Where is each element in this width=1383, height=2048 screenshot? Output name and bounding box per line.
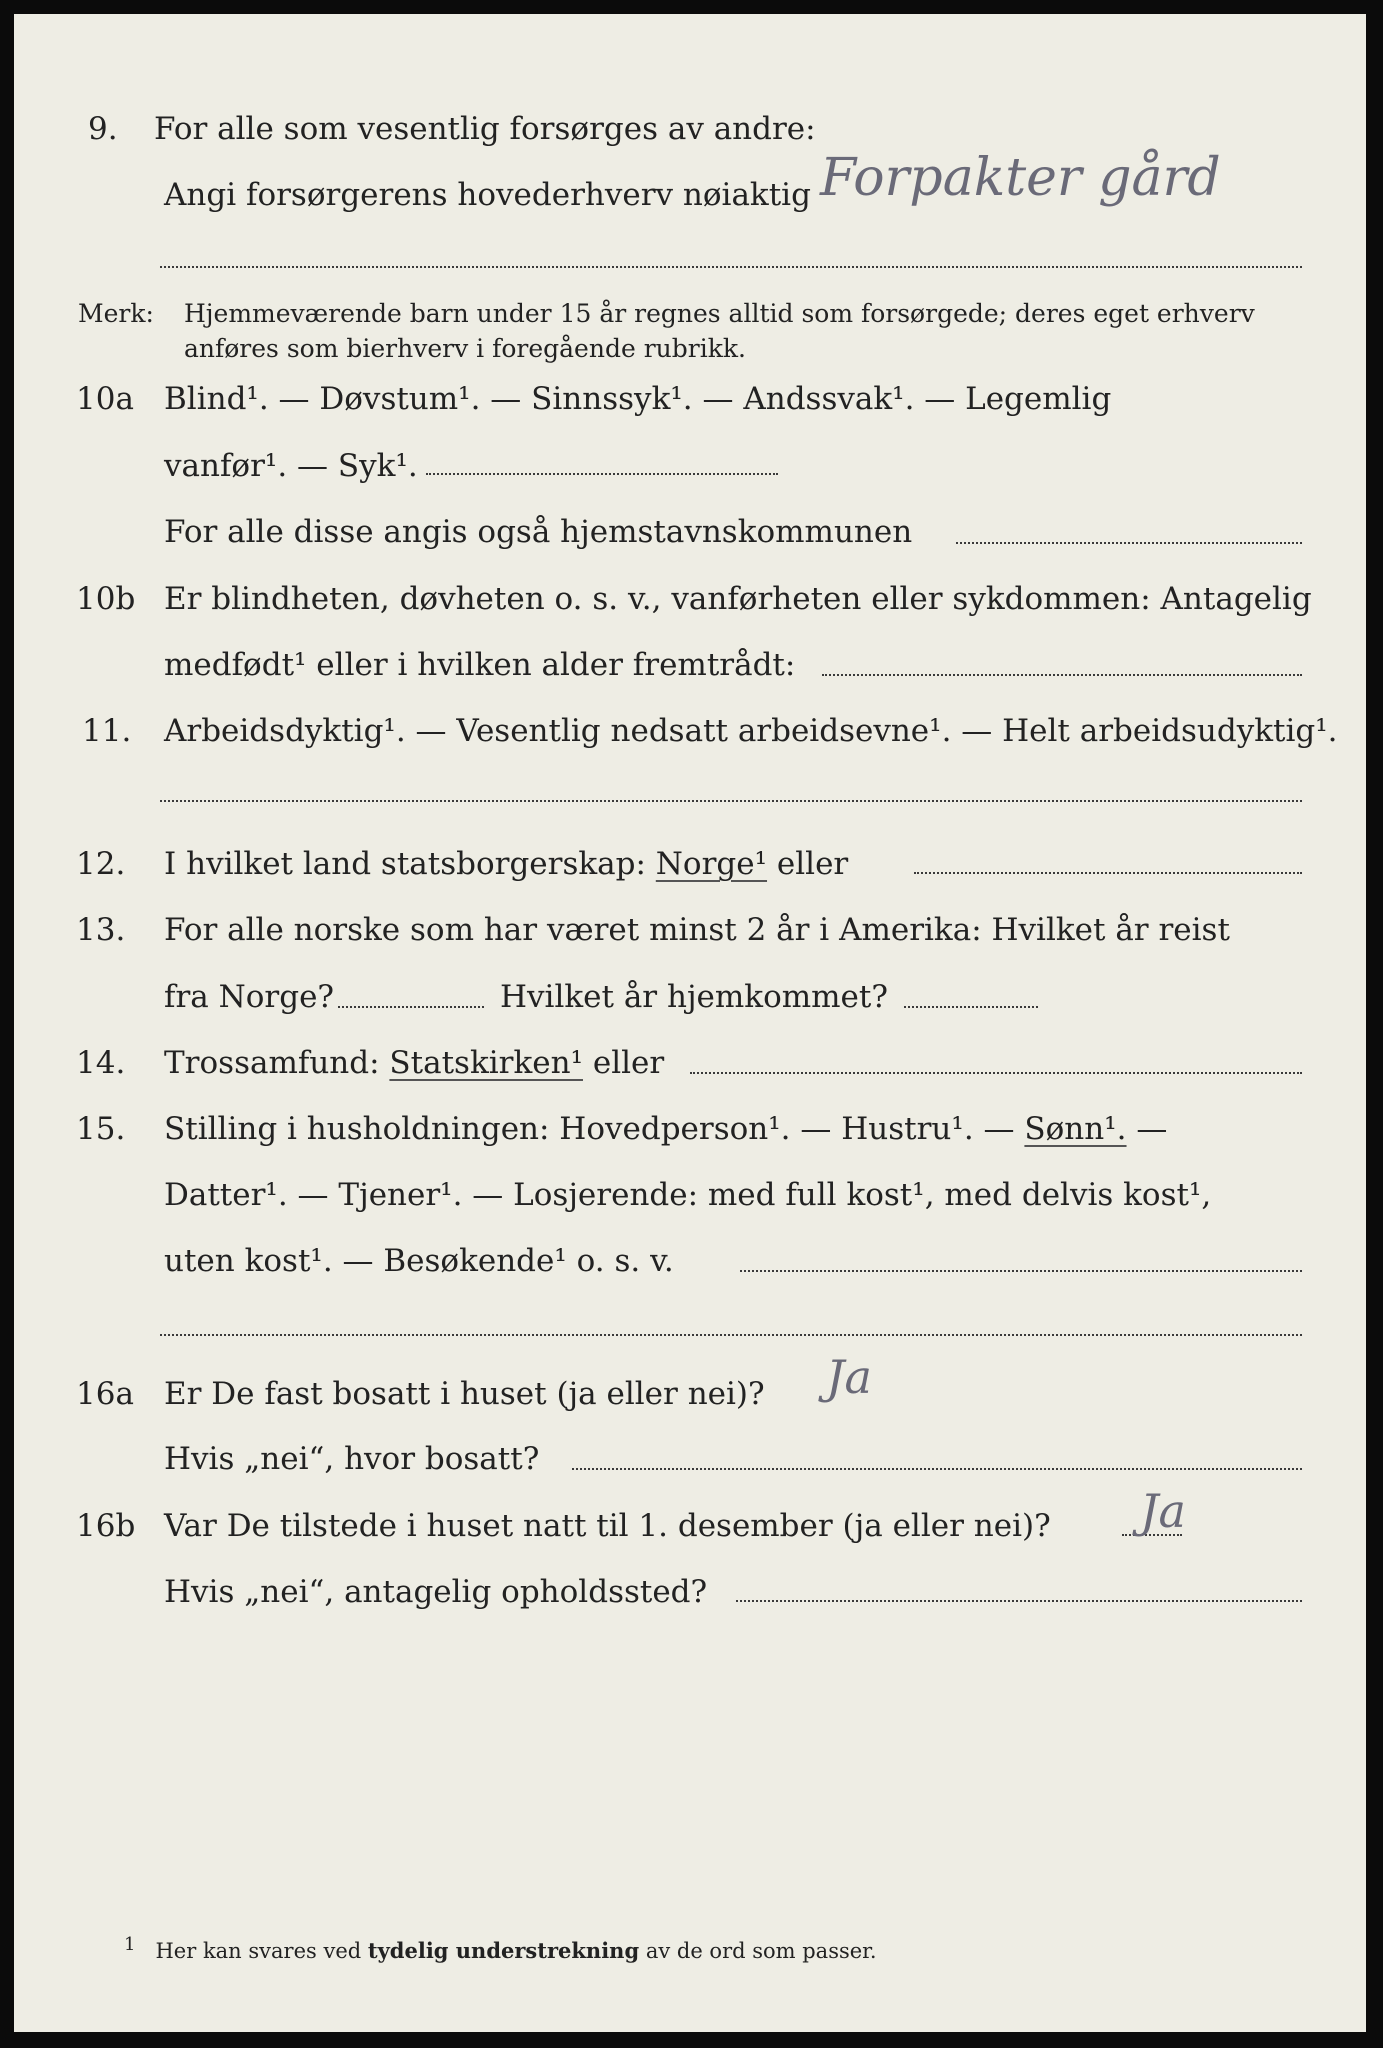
q9-fill-line (160, 266, 1302, 268)
q11-fill-line (160, 800, 1302, 802)
q15-sonn: Sønn¹. (1024, 1111, 1127, 1147)
q16a-fill-line (572, 1468, 1302, 1470)
merk-line2: anføres som bierhverv i foregående rubrikk. (184, 334, 746, 363)
q12-norge: Norge¹ (655, 846, 768, 882)
q10a-line1: Blind¹. — Døvstum¹. — Sinnssyk¹. — Andssvak¹. — Legemlig (164, 381, 1112, 417)
q16a-number: 16a (76, 1376, 134, 1412)
q11-number: 11. (82, 713, 132, 749)
q10a-line2: vanfør¹. — Syk¹. (164, 448, 418, 484)
q9-handwritten-answer: Forpakter gård (820, 148, 1221, 208)
q12-pre: I hvilket land statsborgerskap: (164, 846, 646, 882)
q15-fill-line (740, 1270, 1302, 1272)
q15-line1a: Stilling i husholdningen: Hovedperson¹. — Hustru¹. — (164, 1111, 1015, 1147)
q13-line2b: Hvilket år hjemkommet? (500, 979, 888, 1015)
merk-line1: Hjemmeværende barn under 15 år regnes alltid som forsørgede; deres eget erhverv (184, 299, 1255, 328)
q12-fill-line (914, 872, 1302, 874)
q10b-line1: Er blindheten, døvheten o. s. v., vanførheten eller sykdommen: Antagelig (164, 581, 1312, 617)
q15-number: 15. (76, 1111, 126, 1147)
q13-number: 13. (76, 912, 126, 948)
q15-line1b: — (1136, 1111, 1168, 1147)
q15-line1 (164, 1111, 1168, 1147)
q12-post: eller (776, 846, 849, 882)
q14-post: eller (592, 1045, 665, 1081)
q15-line2: Datter¹. — Tjener¹. — Losjerende: med full kost¹, med delvis kost¹, (164, 1177, 1212, 1213)
q16a-line2: Hvis „nei“, hvor bosatt? (164, 1441, 540, 1477)
footnote-mark: 1 (124, 1934, 136, 1955)
q16b-line2: Hvis „nei“, antagelig opholdssted? (164, 1574, 708, 1610)
q14-number: 14. (76, 1045, 126, 1081)
merk-label: Merk: (78, 299, 154, 328)
q9-number: 9. (88, 111, 118, 147)
footnote-pre: Her kan svares ved (155, 1939, 362, 1963)
q9-line2: Angi forsørgerens hovederhverv nøiaktig (164, 177, 811, 213)
q13-line2a: fra Norge? (164, 979, 335, 1015)
q10b-line2: medfødt¹ eller i hvilken alder fremtrådt: (164, 647, 796, 683)
q13-hjemkommet-fill-line (904, 1006, 1038, 1008)
q10a-line3: For alle disse angis også hjemstavnskommunen (164, 514, 913, 550)
q15-extra-fill-line (160, 1334, 1302, 1336)
q9-line1: For alle som vesentlig forsørges av andre: (154, 111, 816, 147)
q12-number: 12. (76, 846, 126, 882)
q16b-line1: Var De tilstede i huset natt til 1. desember (ja eller nei)? (164, 1508, 1051, 1544)
q10a-number: 10a (76, 381, 134, 417)
q10b-number: 10b (76, 581, 136, 617)
q16a-handwritten-answer: Ja (826, 1350, 872, 1404)
q10b-fill-line (822, 674, 1302, 676)
footnote-bold: tydelig understrekning (367, 1938, 640, 1963)
footnote-post: av de ord som passer. (645, 1939, 877, 1963)
q15-line3: uten kost¹. — Besøkende¹ o. s. v. (164, 1243, 674, 1279)
q16a-line1: Er De fast bosatt i huset (ja eller nei)? (164, 1376, 765, 1412)
q10a-hjemstavn-fill-line (956, 542, 1302, 544)
q14-pre: Trossamfund: (164, 1045, 380, 1081)
census-form-page (14, 14, 1366, 2032)
q14-fill-line (690, 1072, 1302, 1074)
footnote (124, 1934, 877, 1963)
q16b-number: 16b (76, 1508, 136, 1544)
q13-line1: For alle norske som har været minst 2 år i Amerika: Hvilket år reist (164, 912, 1230, 948)
q14-line (164, 1045, 665, 1081)
q13-reist-fill-line (338, 1006, 484, 1008)
q14-statskirken: Statskirken¹ (389, 1045, 583, 1081)
q16b-fill-line (736, 1600, 1302, 1602)
q11-line1: Arbeidsdyktig¹. — Vesentlig nedsatt arbeidsevne¹. — Helt arbeidsudyktig¹. (164, 713, 1338, 749)
q16b-handwritten-answer: Ja (1140, 1484, 1186, 1538)
q12-line (164, 846, 849, 882)
q10a-syk-fill-line (426, 473, 778, 475)
